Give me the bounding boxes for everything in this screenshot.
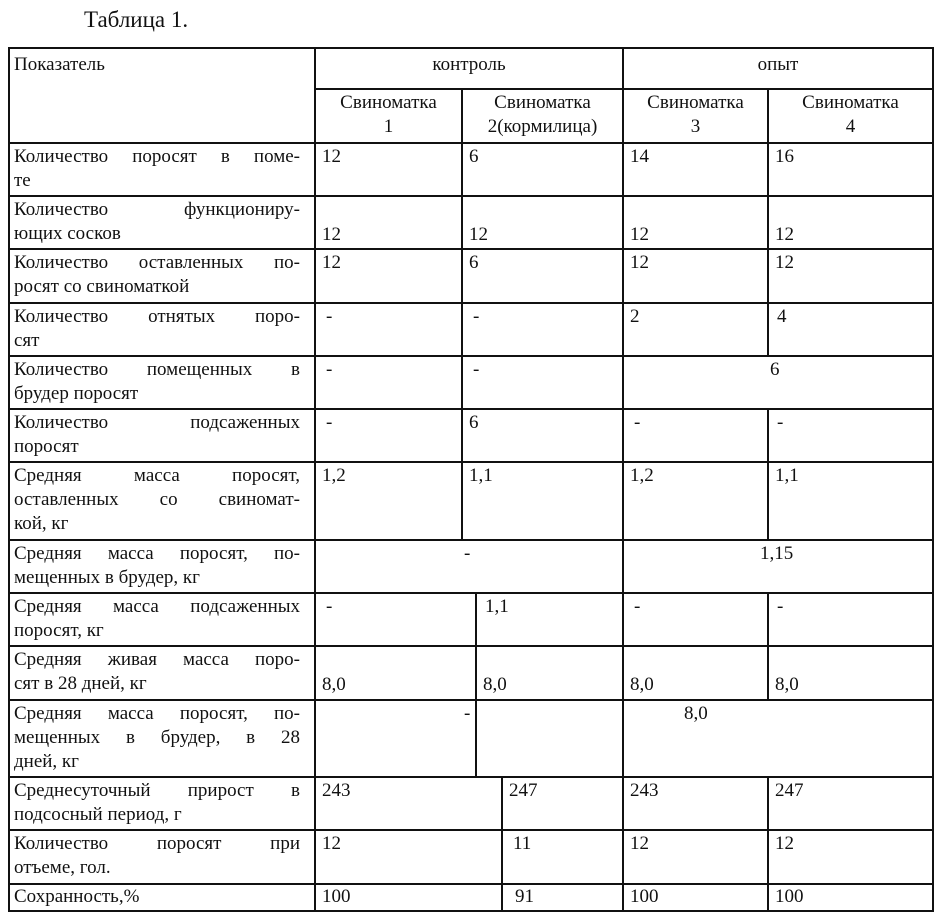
row-label-line: сят в 28 дней, кг [14,673,147,694]
row-label [14,358,300,406]
rule-h [10,699,932,701]
cell-sow-3: 2 [630,306,640,327]
cell-sow-4: 247 [775,780,804,801]
cell-sow-3: 8,0 [630,674,654,695]
cell-sow-2: 247 [509,780,538,801]
cell-sow-2: 6 [469,252,479,273]
header-group-experiment: опыт [757,54,799,75]
cell-sow-1: 12 [322,146,341,167]
cell-sow-3: 12 [630,252,649,273]
header-indicator: Показатель [14,54,105,75]
row-label [14,464,300,536]
cell-sow-1: - [326,412,333,433]
row-label-line: Средняя масса поросят, по- [14,543,300,564]
row-label-line: Количество функциониру- [14,199,300,220]
row-label-line: сят [14,330,40,351]
cell-sow-2: 6 [469,146,479,167]
cell-sow-2: 11 [513,833,532,854]
row-label-line: подсосный период, г [14,804,182,825]
cell-sow-1: 100 [322,886,351,907]
cell-sow-3: - [634,596,641,617]
cell-control-merged: - [464,703,471,724]
rule-v [622,49,624,910]
rule-h [10,142,932,144]
header-sow-1-line: 1 [383,116,394,137]
rule-v [461,88,463,539]
row-label [14,251,300,299]
cell-sow-1: 12 [322,224,341,245]
row-label [14,885,300,909]
header-sow-2-line: Свиноматка [494,92,591,113]
cell-sow-4: - [777,596,784,617]
cell-sow-1: - [326,596,333,617]
rule-v [314,49,316,910]
rule-v [475,592,477,776]
row-label-line: те [14,170,31,191]
row-label-line: Сохранность,% [14,886,140,907]
cell-sow-2: - [473,306,480,327]
rule-h [10,776,932,778]
cell-sow-3: 1,2 [630,465,654,486]
cell-sow-3: 14 [630,146,649,167]
cell-sow-2: 1,1 [485,596,509,617]
row-label-line: отъеме, гол. [14,857,111,878]
cell-sow-1: - [326,306,333,327]
row-label-line: Средняя масса поросят, по- [14,703,300,724]
row-label-line: оставленных со свиномат- [14,489,300,510]
row-label-line: Средняя масса поросят, [14,465,300,486]
cell-sow-2: 12 [469,224,488,245]
header-sow-3-line: Свиноматка [647,92,744,113]
table-caption: Таблица 1. [84,7,189,32]
cell-sow-4: 12 [775,833,794,854]
cell-sow-2: 8,0 [483,674,507,695]
cell-sow-3: 243 [630,780,659,801]
row-label-line: мещенных в брудер, в 28 [14,727,300,748]
rule-h [10,592,932,594]
rule-v [767,592,769,699]
header-sow-4-line: Свиноматка [802,92,899,113]
rule-h [314,88,934,90]
header-sow-1-line: Свиноматка [340,92,437,113]
cell-sow-2: 6 [469,412,479,433]
cell-sow-4: 16 [775,146,794,167]
rule-v [767,408,769,539]
row-label-line: Количество поросят при [14,833,300,854]
cell-sow-4: 12 [775,252,794,273]
data-table [8,47,934,912]
cell-sow-1: 1,2 [322,465,346,486]
rule-h [10,461,932,463]
row-label-line: ющих сосков [14,223,121,244]
cell-sow-1: 8,0 [322,674,346,695]
cell-sow-2: 91 [515,886,534,907]
row-label-line: Количество помещенных в [14,359,300,380]
row-label [14,832,300,880]
row-label [14,648,300,696]
row-label-line: Средняя живая масса поро- [14,649,300,670]
row-label-line: Количество оставленных по- [14,252,300,273]
rule-h [10,248,932,250]
row-label-line: дней, кг [14,751,79,772]
row-label [14,542,300,590]
header-sow-3-line: 3 [690,116,701,137]
row-label [14,305,300,353]
cell-sow-4: 12 [775,224,794,245]
cell-sow-1: 12 [322,252,341,273]
row-label-line: брудер поросят [14,383,139,404]
header-sow-1 [316,91,461,139]
header-sow-4 [769,91,932,139]
row-label [14,702,300,774]
cell-experiment-merged: 6 [770,359,780,380]
rule-h [10,539,932,541]
cell-sow-3: - [634,412,641,433]
header-sow-2-line: 2(кормилица) [487,116,598,137]
rule-h [10,302,932,304]
cell-sow-4: 4 [777,306,787,327]
row-label-line: росят со свиноматкой [14,276,190,297]
row-label [14,595,300,643]
cell-experiment-merged: 1,15 [760,543,794,564]
rule-v [501,776,503,910]
cell-sow-4: 1,1 [775,465,799,486]
header-group-control: контроль [432,54,506,75]
rule-v [767,776,769,910]
row-label-line: мещенных в брудер, кг [14,567,200,588]
rule-h [10,645,932,647]
header-sow-4-line: 4 [845,116,856,137]
row-label [14,198,300,246]
rule-h [10,408,932,410]
rule-h [10,829,932,831]
cell-sow-3: 12 [630,833,649,854]
row-label-line: Среднесуточный прирост в [14,780,300,801]
row-label [14,779,300,827]
row-label-line: Количество отнятых поро- [14,306,300,327]
rule-h [10,355,932,357]
row-label-line: Количество подсаженных [14,412,300,433]
cell-sow-3: 100 [630,886,659,907]
cell-experiment-merged: 8,0 [684,703,708,724]
header-sow-2 [463,91,622,139]
cell-sow-4: 8,0 [775,674,799,695]
cell-sow-3: 12 [630,224,649,245]
row-label [14,411,300,459]
cell-sow-2: 1,1 [469,465,493,486]
cell-sow-1: 243 [322,780,351,801]
row-label-line: Средняя масса подсаженных [14,596,300,617]
row-label-line: кой, кг [14,513,69,534]
cell-sow-2: - [473,359,480,380]
cell-control-merged: - [464,543,471,564]
row-label-line: Количество поросят в поме- [14,146,300,167]
cell-sow-4: 100 [775,886,804,907]
row-label [14,145,300,193]
row-label-line: поросят, кг [14,620,104,641]
rule-h [10,195,932,197]
row-label-line: поросят [14,436,79,457]
cell-sow-1: - [326,359,333,380]
header-sow-3 [624,91,767,139]
cell-sow-4: - [777,412,784,433]
cell-sow-1: 12 [322,833,341,854]
